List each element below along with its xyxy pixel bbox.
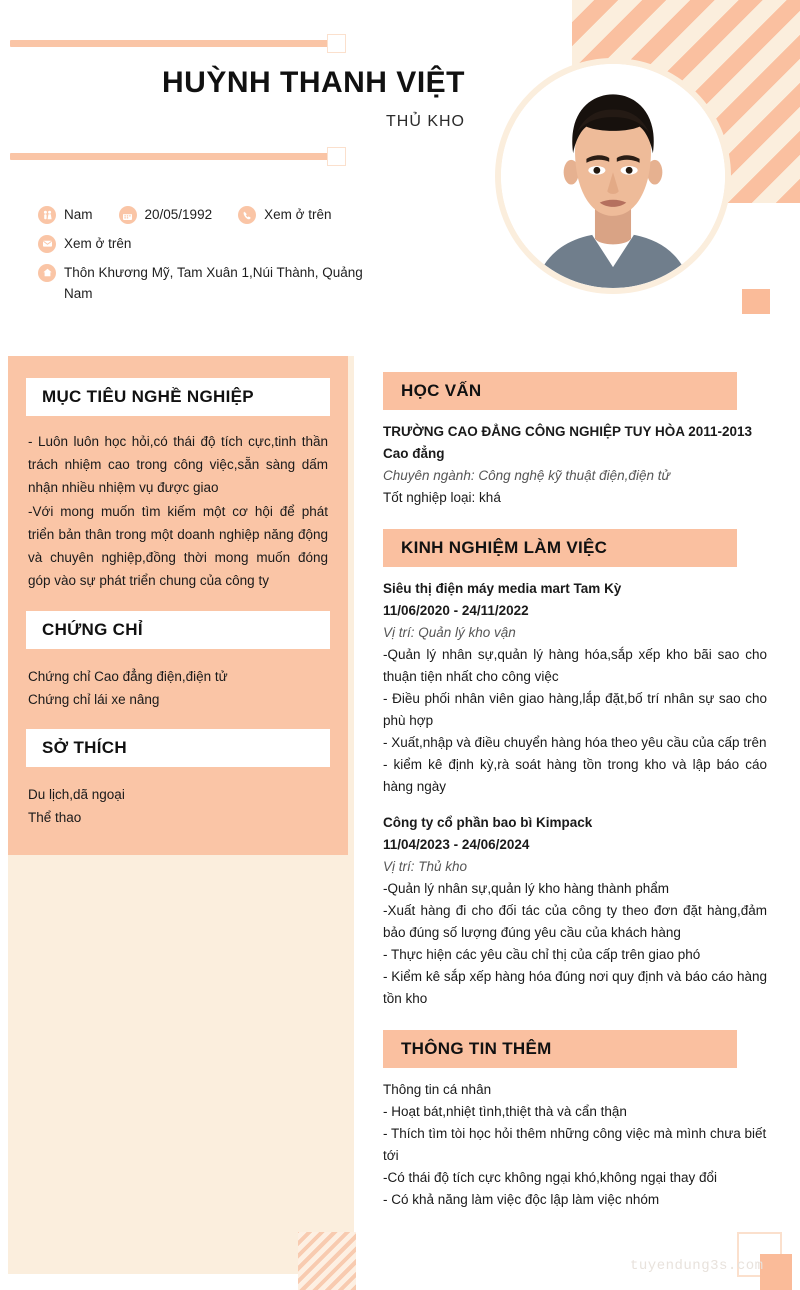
watermark: tuyendung3s.com bbox=[630, 1258, 764, 1274]
hobby-item: Thể thao bbox=[28, 810, 82, 826]
address-value: Thôn Khương Mỹ, Tam Xuân 1,Núi Thành, Quảng Nam bbox=[64, 264, 363, 301]
job-duty: - Kiểm kê sắp xếp hàng hóa đúng nơi quy định và báo cáo hàng tồn kho bbox=[383, 969, 767, 1006]
job-period: 11/06/2020 - 24/11/2022 bbox=[383, 603, 529, 618]
contact-gender bbox=[38, 205, 93, 226]
contact-birthday bbox=[119, 205, 213, 226]
education-major: Chuyên ngành: Công nghệ kỹ thuật điện,điện tử bbox=[383, 468, 671, 483]
job-duty: - kiểm kê định kỳ,rà soát hàng tồn trong kho và lập báo cáo hàng ngày bbox=[383, 757, 767, 794]
striped-decoration-bottom-left bbox=[298, 1232, 356, 1290]
decorative-line-upper bbox=[10, 40, 328, 47]
job-company: Siêu thị điện máy media mart Tam Kỳ bbox=[383, 581, 622, 596]
sidebar bbox=[8, 356, 348, 855]
section-title-education: HỌC VẤN bbox=[383, 372, 737, 410]
hobbies-body bbox=[28, 783, 328, 829]
home-icon bbox=[38, 264, 56, 282]
decorative-line-lower bbox=[10, 153, 328, 160]
envelope-icon bbox=[38, 235, 56, 253]
additional-line: -Có thái độ tích cực không ngại khó,không ngại thay đổi bbox=[383, 1170, 717, 1185]
additional-body bbox=[383, 1079, 767, 1211]
candidate-job-title: THỦ KHO bbox=[386, 113, 465, 130]
calendar-icon bbox=[119, 206, 137, 224]
certificates-body bbox=[28, 665, 328, 711]
decorative-square-upper bbox=[327, 34, 346, 53]
candidate-name: HUỲNH THANH VIỆT bbox=[161, 66, 465, 99]
contact-row-primary bbox=[38, 205, 383, 226]
education-body bbox=[383, 421, 767, 509]
contact-address bbox=[38, 263, 383, 305]
experience-job bbox=[383, 578, 767, 798]
additional-line: - Thích tìm tòi học hỏi thêm những công việc mà mình chưa biết tới bbox=[383, 1126, 767, 1163]
birthday-value: 20/05/1992 bbox=[144, 207, 213, 222]
phone-value: Xem ở trên bbox=[264, 207, 332, 222]
section-title-objective: MỤC TIÊU NGHỀ NGHIỆP bbox=[26, 378, 330, 416]
decorative-square-lower bbox=[327, 147, 346, 166]
hobby-item: Du lịch,dã ngoại bbox=[28, 786, 125, 802]
section-title-hobbies: SỞ THÍCH bbox=[26, 729, 330, 767]
certificate-item: Chứng chỉ Cao đẳng điện,điện tử bbox=[28, 668, 228, 684]
experience-job bbox=[383, 812, 767, 1010]
objective-body bbox=[28, 430, 328, 593]
objective-paragraph-2: -Với mong muốn tìm kiếm một cơ hội để phát triển bản thân trong một doanh nghiệp năng động và chuyên nghiệp,đồng thời mong muốn đóng góp vào sự phát triển chung của công ty bbox=[28, 503, 328, 589]
education-degree: Cao đẳng bbox=[383, 446, 445, 461]
job-position: Vị trí: Quản lý kho vận bbox=[383, 625, 516, 640]
solid-square-decoration-top bbox=[742, 289, 770, 314]
education-school: TRƯỜNG CAO ĐẲNG CÔNG NGHIỆP TUY HÒA 2011-2013 bbox=[383, 424, 753, 439]
profile-photo-image bbox=[501, 64, 725, 288]
section-title-certificates: CHỨNG CHỈ bbox=[26, 611, 330, 649]
job-period: 11/04/2023 - 24/06/2024 bbox=[383, 837, 530, 852]
section-title-additional: THÔNG TIN THÊM bbox=[383, 1030, 737, 1068]
email-value: Xem ở trên bbox=[64, 235, 132, 251]
gender-icon bbox=[38, 206, 56, 224]
gender-value: Nam bbox=[64, 207, 93, 222]
job-duty: - Điều phối nhân viên giao hàng,lắp đặt,bố trí nhân sự sao cho phù hợp bbox=[383, 691, 767, 728]
job-duty: -Xuất hàng đi cho đối tác của công ty theo đơn đặt hàng,đảm bảo đúng số lượng đúng yêu cầu của khách hàng bbox=[383, 903, 767, 940]
contact-phone bbox=[238, 205, 331, 226]
contact-block bbox=[38, 205, 383, 313]
contact-email bbox=[38, 234, 383, 255]
solid-square-decoration-bottom bbox=[760, 1254, 792, 1290]
education-grade: Tốt nghiệp loại: khá bbox=[383, 490, 501, 505]
job-duty: - Thực hiện các yêu cầu chỉ thị của cấp trên giao phó bbox=[383, 947, 701, 962]
profile-photo bbox=[495, 58, 731, 294]
section-title-experience: KINH NGHIỆM LÀM VIỆC bbox=[383, 529, 737, 567]
portrait-illustration bbox=[501, 64, 725, 288]
phone-icon bbox=[238, 206, 256, 224]
additional-line: - Có khả năng làm việc độc lập làm việc nhóm bbox=[383, 1192, 660, 1207]
additional-line: - Hoạt bát,nhiệt tình,thiệt thà và cẩn thận bbox=[383, 1104, 627, 1119]
job-duty: -Quản lý nhân sự,quản lý hàng hóa,sắp xếp kho bãi sao cho thuận tiện nhất cho công việc bbox=[383, 647, 767, 684]
objective-paragraph-1: - Luôn luôn học hỏi,có thái độ tích cực,tinh thần trách nhiệm cao trong công việc,sẵn sàng dấm nhận nhiều nhiệm vụ được giao bbox=[28, 434, 328, 496]
job-duty: -Quản lý nhân sự,quản lý kho hàng thành phẩm bbox=[383, 881, 669, 896]
main-column bbox=[383, 372, 767, 1211]
job-position: Vị trí: Thủ kho bbox=[383, 859, 468, 874]
certificate-item: Chứng chỉ lái xe nâng bbox=[28, 691, 160, 707]
additional-line: Thông tin cá nhân bbox=[383, 1082, 492, 1097]
job-duty: - Xuất,nhập và điều chuyển hàng hóa theo yêu cầu của cấp trên bbox=[383, 735, 767, 750]
job-company: Công ty cổ phần bao bì Kimpack bbox=[383, 815, 593, 830]
